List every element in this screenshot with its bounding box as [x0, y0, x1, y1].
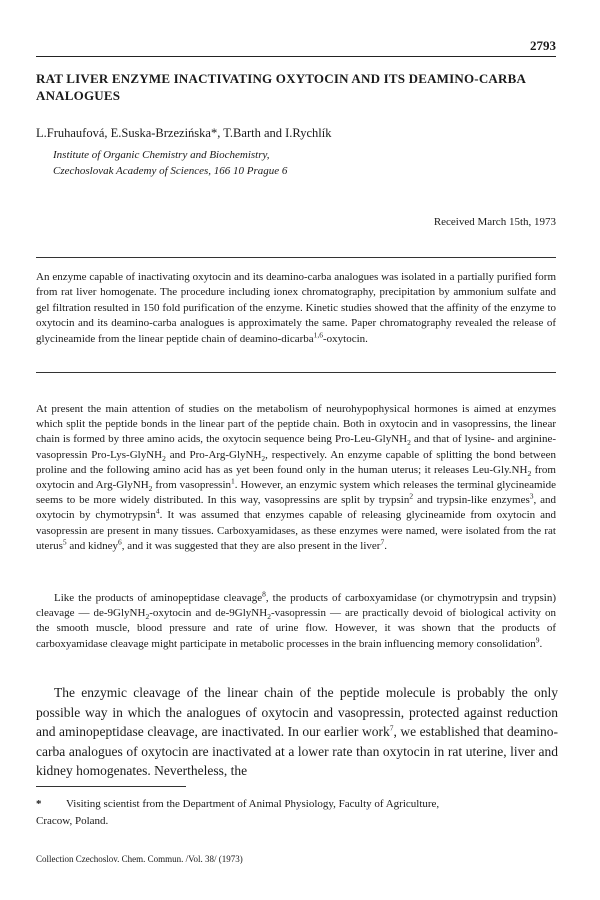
text-run: , respectively. An enzyme capable of splitting the bond between proline and the following amino acid has as yet been found only in the human uterus; it releases Leu-Gly.NH — [36, 448, 556, 476]
text-run: The enzymic cleavage of the linear chain of the peptide molecule is probably the only possible way in which the analogues of oxytocin and vasopressin, protected against reduction and aminopeptidase cleavage, are inactivated. In our earlier work — [36, 685, 558, 740]
subscript: 2 — [261, 453, 266, 463]
abstract-rule-bottom — [36, 372, 556, 373]
text-run: . — [539, 637, 543, 650]
text-run: . — [384, 539, 387, 552]
affiliation-line-2: Czechoslovak Academy of Sciences, 166 10 Prague 6 — [53, 165, 288, 177]
reference-mark: 2 — [409, 491, 414, 501]
reference-mark: 5 — [62, 537, 67, 547]
text-run: -vasopressin — are practically devoid of biological activity on the smooth muscle, blood pressure and rate of urine flow. However, it was shown that the products of carboxyamidase cleavage might participate in metabolic processes in the brain influencing memory consolidation — [36, 607, 556, 650]
reference-mark: 9 — [535, 634, 540, 644]
text-run: . However, an enzymic system which releases the terminal glycineamide seems to be more widely distributed. In this way, vasopressins are split by trypsin — [36, 479, 556, 507]
footnote — [36, 796, 558, 830]
intro-paragraph-1 — [36, 402, 556, 554]
affiliation-line-1: Institute of Organic Chemistry and Biochemistry, — [53, 149, 270, 161]
text-run: -oxytocin and de-9GlyNH — [149, 607, 268, 620]
footnote-rule — [36, 786, 186, 787]
text-run: Like the products of aminopeptidase cleavage — [54, 592, 263, 604]
reference-mark: 8 — [262, 589, 266, 599]
body-paragraph — [36, 683, 558, 781]
text-run: , and it was suggested that they are also present in the liver — [121, 539, 381, 552]
author-list: L.Fruhaufová, E.Suska-Brzezińska*, T.Barth and I.Rychlík — [36, 126, 332, 140]
text-run: from oxytocin and Arg-GlyNH — [36, 463, 556, 492]
subscript: 2 — [148, 484, 153, 494]
affiliation — [53, 147, 287, 179]
subscript: 2 — [162, 453, 166, 463]
reference-mark: 6 — [117, 537, 122, 547]
text-run: and that of lysine- and arginine-vasopressin Pro-Lys-GlyNH — [36, 433, 556, 461]
abstract-superscript: 1,6 — [313, 329, 324, 339]
reference-mark: 1 — [231, 476, 235, 486]
abstract-rule-top — [36, 257, 556, 258]
subscript: 2 — [145, 612, 150, 622]
received-date: Received March 15th, 1973 — [433, 216, 556, 228]
text-run: , we established that deamino-carba analogues of oxytocin are inactivated at a lower rate than oxytocin in rat uterine, liver and kidney homogenates. Nevertheless, the — [36, 724, 558, 779]
footnote-mark: * — [36, 798, 42, 810]
abstract-tail: -oxytocin. — [323, 332, 368, 345]
page-number: 2793 — [530, 38, 556, 53]
text-run: , the products of carboxyamidase (or chymotrypsin and trypsin) cleavage — de-9GlyNH — [36, 592, 556, 620]
journal-citation: Collection Czechoslov. Chem. Commun. /Vol. 38/ (1973) — [36, 854, 243, 864]
text-run: and kidney — [66, 539, 118, 552]
text-run: from vasopressin — [152, 479, 232, 492]
text-run: and trypsin-like enzymes — [413, 494, 530, 507]
header-rule — [36, 56, 556, 57]
intro-paragraph-2 — [36, 591, 556, 652]
reference-mark: 4 — [155, 506, 160, 516]
reference-mark: 3 — [529, 491, 534, 501]
text-run: At present the main attention of studies on the metabolism of neurohypophysical hormones is aimed at enzymes which split the peptide bonds in the linear part of the peptide chain. Both in oxytocin and in vasopressins, the linear chain is formed by three amino acids, the oxytocin sequence being Pro-Leu-GlyNH — [36, 403, 556, 446]
abstract-text: An enzyme capable of inactivating oxytocin and its deamino-carba analogues was isolated in a partially purified form from rat liver homogenate. The procedure including ionex chromatography, precipitation by ammonium sulfate and gel filtration resulted in 150 fold purification of the enzyme. Kinetic studies showed that the affinity of the enzyme to oxytocin and its deamino-carba analogues is approximately the same. Paper chromatography revealed the release of glycineamide from the linear peptide chain of deamino-dicarba — [36, 271, 556, 345]
reference-mark: 7 — [389, 723, 394, 733]
subscript: 2 — [407, 438, 411, 448]
subscript: 2 — [527, 469, 532, 478]
text-run: and Pro-Arg-GlyNH — [165, 448, 262, 461]
article-title: RAT LIVER ENZYME INACTIVATING OXYTOCIN AND ITS DEAMINO-CARBA ANALOGUES — [36, 71, 526, 103]
footnote-line-1: Visiting scientist from the Department of Animal Physiology, Faculty of Agriculture, — [66, 798, 440, 810]
subscript: 2 — [267, 612, 271, 622]
footnote-line-2: Cracow, Poland. — [36, 815, 109, 827]
text-run: . It was assumed that enzymes capable of releasing glycineamide from oxytocin and vasopressin are present in many tissues. Carboxyamidases, as these enzymes were named, were isolated from the rat uterus — [36, 509, 556, 552]
text-run: , and oxytocin by chymotrypsin — [36, 494, 556, 522]
reference-mark: 7 — [380, 537, 385, 547]
abstract — [36, 270, 556, 347]
